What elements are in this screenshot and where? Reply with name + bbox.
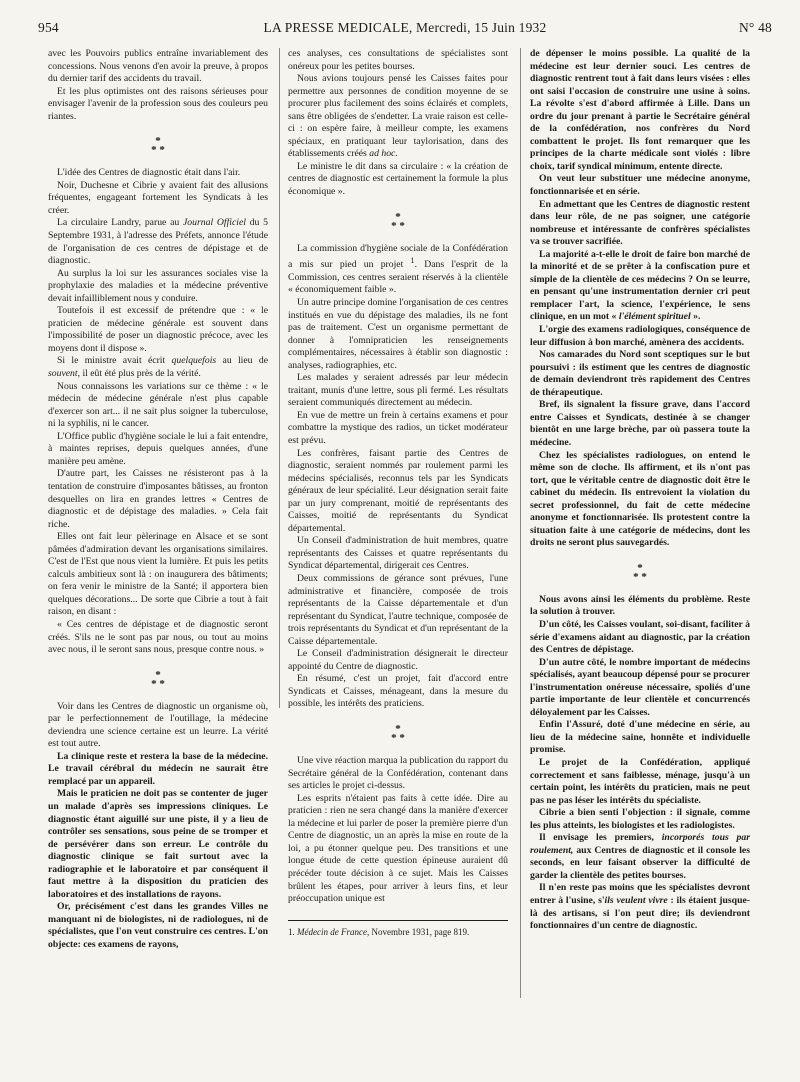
paragraph: D'un côté, les Caisses voulant, soi-disant, faciliter à série d'examens aidant au diagnostic, par la création des Centres de dépistage.: [530, 618, 750, 656]
section-separator: * * *: [391, 210, 405, 232]
paragraph: Bref, ils signalent la fissure grave, dans l'accord entre Caisses et Syndicats, destinée à se changer bientôt en une large brèche, par où passera toute la médecine.: [530, 399, 750, 448]
paragraph: Deux commissions de gérance sont prévues, l'une administrative et financière, composée de trois représentants de la Caisse départementale et d'un représentant du Syndicat, l'autre technique, composée de trois représentants du Syndicat et d'un représentant de la Caisse départementale.: [288, 573, 508, 647]
page-number: 954: [38, 20, 59, 35]
journal-title: LA PRESSE MEDICALE, Mercredi, 15 Juin 1932: [263, 20, 547, 35]
paragraph: En résumé, c'est un projet, fait d'accord entre Syndicats et Caisses, ménageant, dans la mesure du possible, les intérêts des praticiens.: [288, 673, 508, 710]
paragraph: L'orgie des examens radiologiques, conséquence de leur diffusion à bon marché, amènera des accidents.: [530, 324, 750, 348]
paragraph: En admettant que les Centres de diagnostic restent dans leur rôle, de ne pas soigner, une catégorie nombreuse et intéressante de confrères spécialistes va se trouver sacrifiée.: [530, 198, 750, 248]
paragraph: D'un autre côté, le nombre important de médecins spécialisés, ayant beaucoup dépensé pour se procurer l'instrumentation onéreuse nécessaire, spoliés d'une partie importante de leur clientèle et concurrencés déloyalement par les Caisses.: [530, 656, 750, 718]
paragraph: Mais le praticien ne doit pas se contenter de juger un malade d'après ses impressions cliniques. Le diagnostic étant aiguillé sur une piste, il y a lieu de contrôler ses sensations, sous peine de se tromper et de persévérer dans son erreur. Le contrôle du diagnostic clinique se fait surtout avec la radiographie et le laboratoire et par conséquent il faut mettre à la disposition du praticien des laboratoires et des installations de rayons.: [48, 788, 268, 900]
footnote: 1. Médecin de France, Novembre 1931, page 819.: [288, 920, 508, 939]
paragraph: On veut leur substituer une médecine anonyme, fonctionnarisée et en série.: [530, 173, 750, 198]
paragraph: « Ces centres de dépistage et de diagnostic seront créés. S'ils ne le sont pas par nous, ou tout au moins avec nous, il le seront sans nous, presque contre nous. »: [48, 618, 268, 656]
column-3: [530, 48, 750, 933]
paragraph: La majorité a-t-elle le droit de faire bon marché de la minorité et de se prêter à la confiscation pure et simple de la clientèle de ces médecins ? On se leurre, en pensant qu'une instrumentation dernier cri peut remplacer l'art, la science, l'expérience, le sens clinique, en un mot « l'élément spirituel ».: [530, 248, 750, 323]
paragraph: Voir dans les Centres de diagnostic un organisme où, par le perfectionnement de l'outillage, la médecine deviendra une science certaine est un leurre. La vérité est tout autre.: [48, 700, 268, 750]
issue-number: N° 48: [738, 20, 772, 35]
paragraph: D'autre part, les Caisses ne résisteront pas à la tentation de construire d'imposantes bâtisses, au fronton desquelles on lira en grandes lettres « Centres de diagnostic et de dépistage des maladies. » Cela fait riche.: [48, 468, 268, 530]
paragraph: Le Conseil d'administration désignerait le directeur appointé du Centre de diagnostic.: [288, 648, 508, 672]
paragraph: Une vive réaction marqua la publication du rapport du Secrétaire général de la Confédération, contenant dans ses articles le projet ci-dessus.: [288, 755, 508, 792]
paragraph: Les malades y seraient adressés par leur médecin traitant, munis d'une lettre, sous pli fermé. Les résultats seraient communiqués directement au médecin.: [288, 372, 508, 409]
paragraph: avec les Pouvoirs publics entraîne invariablement des concessions. Nous venons d'en avoir la preuve, à propos du dernier tarif des accidents du travail.: [48, 48, 268, 85]
section-separator: * * *: [151, 668, 165, 690]
paragraph: Le projet de la Confédération, appliqué correctement et sans faiblesse, ménage, jusqu'à un certain point, les intérêts du praticien, mais ne peut pas ne pas léser les intérêts du spécialiste.: [530, 756, 750, 806]
paragraph: Nos camarades du Nord sont sceptiques sur le but poursuivi : ils estiment que les centres de diagnostic de demain deviendront très rapidement des Centres de thérapeutique.: [530, 349, 750, 398]
paragraph: L'Office public d'hygiène sociale le lui a fait entendre, à maintes reprises, depuis quelques années, d'une manière peu amène.: [48, 430, 268, 467]
paragraph: Nous avons ainsi les éléments du problème. Reste la solution à trouver.: [530, 593, 750, 618]
paragraph: Chez les spécialistes radiologues, on entend le même son de cloche. Ils affirment, et ils n'ont pas tort, que le véritable centre de diagnostic doit être le cabinet du médecin. Ils entrevoient la violation du secret professionnel, du fait de cette médecine anonyme et fonctionnarisée. Ils protestent contre la situation faite à une catégorie de médecins, dont les droits ne seront plus sauvegardés.: [530, 449, 750, 549]
page-header: [38, 20, 772, 42]
column-rule-right: [520, 48, 521, 998]
paragraph: de dépenser le moins possible. La qualité de la médecine est leur dernier souci. Les centres de diagnostic rentrent tout à fait dans leurs visées : elles ont saisi l'occasion de construire une usine à soins. La révolte s'est d'abord affirmée à Lille. Dans un ordre du jour prenant à partie le Secrétaire général de la confédération, nos confrères du Nord combattent le projet. Ils font remarquer que les principes de la charte médicale sont violés : libre choix, tarif syndical minimum, entente directe.: [530, 48, 750, 172]
paragraph: L'idée des Centres de diagnostic était dans l'air.: [57, 167, 241, 179]
paragraph: Les confrères, faisant partie des Centres de diagnostic, seraient nommés par roulement parmi les médecins spécialisés, reconnus tels par les Syndicats généraux de leur spécialité. Leur désignation serait faite par un jury comprenant, moitié de représentants des Caisses, moitié de représentants du Syndicat départemental.: [288, 447, 508, 534]
paragraph: Nous connaissons les variations sur ce thème : « le médecin de médecine générale n'est plus capable d'exercer son art... il ne sait plus soigner la tuberculose, ni la syphilis, ni le cancer.: [48, 380, 268, 430]
paragraph: Les esprits n'étaient pas faits à cette idée. Dire au praticien : rien ne sera changé dans la manière d'exercer la médecine et lui parler de poser la première pierre d'un Centre de diagnostic, un an après la mise en route de la loi, a pu étonner quelque peu. Des transitions et une longue étude de cette question épineuse auraient dû précéder toute décision à ce sujet. Mais les Caisses brûlent les étapes, pour arriver à leurs fins, et leur préoccupation unique est: [288, 792, 508, 905]
paragraph: Noir, Duchesne et Cibrie y avaient fait des allusions fréquentes, engageant fortement les Syndicats à les créer.: [48, 179, 268, 216]
paragraph: Si le ministre avait écrit quelquefois au lieu de souvent, il eût été plus près de la vérité.: [48, 355, 268, 380]
paragraph: Un Conseil d'administration de huit membres, quatre représentants des Caisses et quatre représentants du Syndicat départemental, dirigerait ces Centres.: [288, 535, 508, 572]
paragraph: La clinique reste et restera la base de la médecine. Le travail cérébral du médecin ne saurait être remplacé par un appareil.: [48, 750, 268, 787]
column-rule-left: [279, 48, 280, 708]
paragraph: Nous avions toujours pensé les Caisses faites pour permettre aux personnes de condition moyenne de se procurer plus facilement des soins éclairés et complets, sans être obligées de s'endetter. La vraie raison est celle-ci : on espère faire, à meilleur compte, les examens spéciaux, en pratiquant leur taylorisation, dans des établissements créés ad hoc.: [288, 73, 508, 160]
section-separator: * * *: [151, 135, 165, 157]
paragraph: Elles ont fait leur pèlerinage en Alsace et se sont pâmées d'admiration devant les organisations similaires. C'est de l'Est que nous vient la lumière. Et puis les petits calculs ambitieux sont là : on inaugurera des bâtiments; on fera venir le ministre de la Santé; il apportera bien quelques décorations... De sorte que Cibrie a tout à fait raison, en disant :: [48, 531, 268, 618]
paragraph: La commission d'hygiène sociale de la Confédération a mis sur pied un projet $^1$. Dans l'esprit de la Commission, ces centres seraient réservés à la clientèle « économiquement faible ».: [288, 242, 508, 296]
paragraph: La circulaire Landry, parue au Journal Officiel du 5 Septembre 1931, à l'adresse des Préfets, annonce l'étude de l'organisation de ces centres de dépistage et de diagnostic.: [48, 217, 268, 267]
column-2: [288, 48, 508, 938]
paragraph: Le ministre le dit dans sa circulaire : « la création de centres de diagnostic est certainement la formule la plus économique ».: [288, 160, 508, 198]
section-separator: * * *: [633, 561, 647, 583]
paragraph: Toutefois il est excessif de prétendre que : « le praticien de médecine générale est souvent dans l'impossibilité de poser un diagnostic précoce, avec les moyens dont il dispose ».: [48, 305, 268, 354]
section-separator: * * *: [391, 723, 405, 745]
paragraph: Enfin l'Assuré, doté d'une médecine en série, au lieu de la médecine saine, honnête et individuelle promise.: [530, 719, 750, 756]
footnote-ref: 1: [410, 256, 415, 266]
paragraph: Il envisage les premiers, incorporés tous par roulement, aux Centres de diagnostic et il console les seconds, en leur faisant observer la difficulté de garder la clientèle des petites bourses.: [530, 832, 750, 881]
paragraph: Au surplus la loi sur les assurances sociales vise la prophylaxie des maladies et la médecine préventive devait infailliblement nous y conduire.: [48, 267, 268, 304]
paragraph: Or, précisément c'est dans les grandes Villes ne manquant ni de biologistes, ni de radiologues, ni de spécialistes, que l'on veut construire ces centres. L'on objecte: ces examens de rayons,: [48, 901, 268, 950]
paragraph: ces analyses, ces consultations de spécialistes sont onéreux pour les petites bourses.: [288, 48, 508, 72]
paragraph: Et les plus optimistes ont des raisons sérieuses pour envisager l'avenir de la profession sous des couleurs peu riantes.: [48, 85, 268, 122]
paragraph: En vue de mettre un frein à certains examens et pour combattre la mystique des radios, un ticket modérateur est prévu.: [288, 409, 508, 446]
paragraph: Il n'en reste pas moins que les spécialistes devront entrer à l'usine, s'ils veulent vivre : ils étaient jusque-là des artisans, si l'on peut dire; ils deviendront fonctionnaires d'un centre de diagnostic.: [530, 882, 750, 932]
paragraph: Cibrie a bien senti l'objection : il signale, comme les plus atteints, les biologistes et les radiologistes.: [530, 807, 750, 831]
column-1: [48, 48, 268, 952]
paragraph: Un autre principe domine l'organisation de ces centres institués en vue du dépistage des maladies, ils ne font pas de traitement. C'est un organisme permettant de donner à l'omnipraticien les renseignements complémentaires, nécessaires à établir son diagnostic : analyses, radiographies, etc.: [288, 296, 508, 371]
